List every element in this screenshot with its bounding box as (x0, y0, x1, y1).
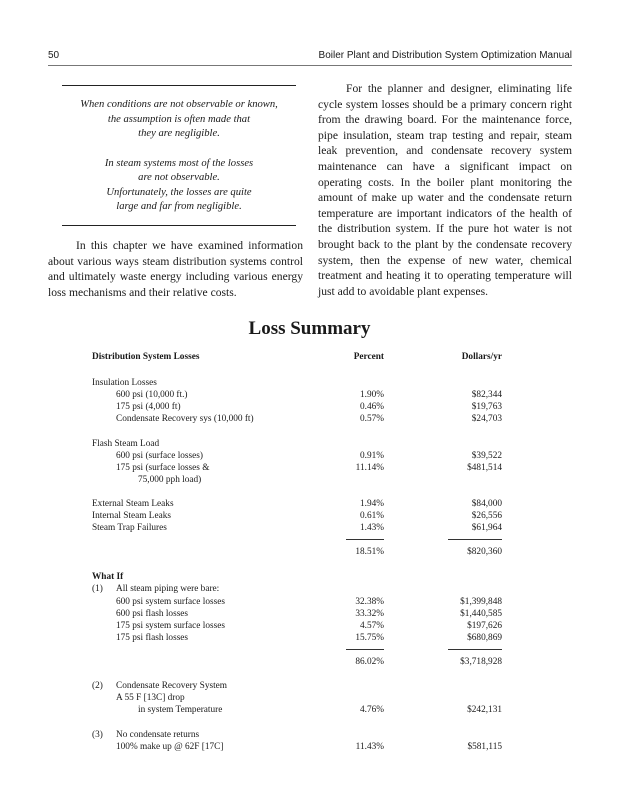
case-number: (3) (92, 730, 103, 740)
running-header-title: Boiler Plant and Distribution System Optimization Manual (318, 50, 572, 61)
table-row (92, 633, 502, 645)
column-header-category: Distribution System Losses (92, 352, 200, 362)
row-percent: 4.76% (359, 705, 384, 715)
total-row (92, 657, 502, 669)
row-label: 175 psi system surface losses (116, 621, 225, 631)
table-row-continuation (92, 475, 502, 487)
row-label: 600 psi system surface losses (116, 597, 225, 607)
group-heading (92, 439, 502, 451)
row-dollars: $39,522 (471, 451, 502, 461)
row-label: 600 psi (surface losses) (116, 451, 204, 461)
row-label: Steam Trap Failures (92, 523, 167, 533)
total-rule-dollars (448, 539, 502, 540)
row-dollars: $19,763 (471, 402, 502, 412)
what-if-heading (92, 572, 502, 584)
row-label: 600 psi (10,000 ft.) (116, 390, 188, 400)
row-percent: 0.91% (359, 451, 384, 461)
case-number: (1) (92, 584, 103, 594)
case-label: No condensate returns (116, 730, 200, 740)
row-percent: 1.94% (359, 499, 384, 509)
table-header-row (92, 352, 502, 364)
row-percent: 15.75% (355, 633, 384, 643)
row-label: Condensate Recovery sys (10,000 ft) (116, 414, 254, 424)
total-row (92, 547, 502, 559)
row-label: 175 psi (4,000 ft) (116, 402, 181, 412)
quote-line: In steam systems most of the losses (104, 157, 254, 169)
what-if-case-2 (92, 681, 502, 693)
row-dollars: $481,514 (467, 463, 502, 473)
body-paragraph-left: In this chapter we have examined information about various ways steam distribution systems control and ultimately waste energy including various energy loss mechanisms and their relative costs. (48, 239, 303, 299)
quote-line: When conditions are not observable or known, (80, 99, 278, 110)
section-title: Loss Summary (248, 318, 371, 339)
row-dollars: $82,344 (471, 390, 502, 400)
row-percent: 11.43% (355, 742, 384, 752)
total-rule-percent (346, 649, 384, 650)
quote-line: are not observable. (138, 172, 220, 183)
table-row (92, 621, 502, 633)
group-heading-label: Flash Steam Load (92, 439, 160, 449)
case-detail-line: 100% make up @ 62F [17C] (116, 742, 224, 752)
table-row (92, 414, 502, 426)
row-label: 175 psi flash losses (116, 633, 189, 643)
total-dollars: $3,718,928 (460, 657, 502, 667)
total-percent: 86.02% (355, 657, 384, 667)
table-row (92, 390, 502, 402)
case-detail (92, 693, 502, 705)
total-dollars: $820,360 (467, 547, 502, 557)
row-dollars: $581,115 (467, 742, 502, 752)
case-label: Condensate Recovery System (116, 681, 228, 691)
row-dollars: $61,964 (471, 523, 502, 533)
row-percent: 11.14% (355, 463, 384, 473)
row-percent: 33.32% (355, 609, 384, 619)
quote-line: large and far from negligible. (116, 201, 242, 212)
row-dollars: $24,703 (471, 414, 502, 424)
table-row (92, 742, 502, 754)
group-heading (92, 378, 502, 390)
row-dollars: $26,556 (471, 511, 502, 521)
row-dollars: $197,626 (467, 621, 502, 631)
total-rule-percent (346, 539, 384, 540)
row-label-continuation: 75,000 pph load) (138, 475, 202, 485)
case-detail-line: in system Temperature (138, 705, 223, 715)
row-percent: 1.43% (359, 523, 384, 533)
row-label: Internal Steam Leaks (92, 511, 171, 521)
case-label: All steam piping were bare: (116, 584, 220, 594)
table-row (92, 451, 502, 463)
table-row (92, 597, 502, 609)
what-if-case-1 (92, 584, 502, 596)
table-row (92, 523, 502, 535)
case-number: (2) (92, 681, 103, 691)
quote-line: the assumption is often made that (107, 113, 251, 125)
row-label: External Steam Leaks (92, 499, 174, 509)
header-rule (48, 65, 572, 66)
row-percent: 4.57% (359, 621, 384, 631)
case-detail-line: A 55 F [13C] drop (116, 693, 185, 703)
row-percent: 1.90% (359, 390, 384, 400)
table-row (92, 463, 502, 475)
row-dollars: $1,399,848 (460, 597, 502, 607)
row-dollars: $242,131 (467, 705, 502, 715)
table-row (92, 609, 502, 621)
row-percent: 0.57% (359, 414, 384, 424)
row-dollars: $1,440,585 (460, 609, 502, 619)
quote-line: Unfortunately, the losses are quite (106, 186, 252, 198)
group-heading-label: Insulation Losses (92, 378, 157, 388)
row-percent: 32.38% (355, 597, 384, 607)
row-percent: 0.61% (359, 511, 384, 521)
row-dollars: $680,869 (467, 633, 502, 643)
pull-quote (62, 85, 296, 226)
total-rule-dollars (448, 649, 502, 650)
body-paragraph-right: For the planner and designer, eliminating life cycle system losses should be a primary concern right from the drawing board. For the maintenance force, pipe insulation, steam trap testing and repair, steam leak prevention, and condensate recovery system maintenance can have a significant impact on operating costs. In the boiler plant monitoring the amount of make up water and the condensate return temperature are important indicators of the health of the distribution system. If the pure hot water is not brought back to the plant by the condensate recovery system, then the expense of new water, chemical treatment and heating it to operating temperature will just add to avoidable plant expenses. (318, 82, 572, 298)
table-row (92, 705, 502, 717)
row-label: 600 psi flash losses (116, 609, 189, 619)
what-if-heading-label: What If (92, 572, 124, 582)
column-header-percent: Percent (353, 352, 384, 362)
table-row (92, 511, 502, 523)
table-row (92, 499, 502, 511)
what-if-case-3 (92, 730, 502, 742)
row-percent: 0.46% (359, 402, 384, 412)
row-label: 175 psi (surface losses & (116, 463, 210, 473)
quote-line: they are negligible. (138, 128, 220, 139)
row-dollars: $84,000 (471, 499, 502, 509)
table-row (92, 402, 502, 414)
total-percent: 18.51% (355, 547, 384, 557)
column-header-dollars: Dollars/yr (461, 352, 502, 362)
page-number: 50 (48, 50, 60, 61)
